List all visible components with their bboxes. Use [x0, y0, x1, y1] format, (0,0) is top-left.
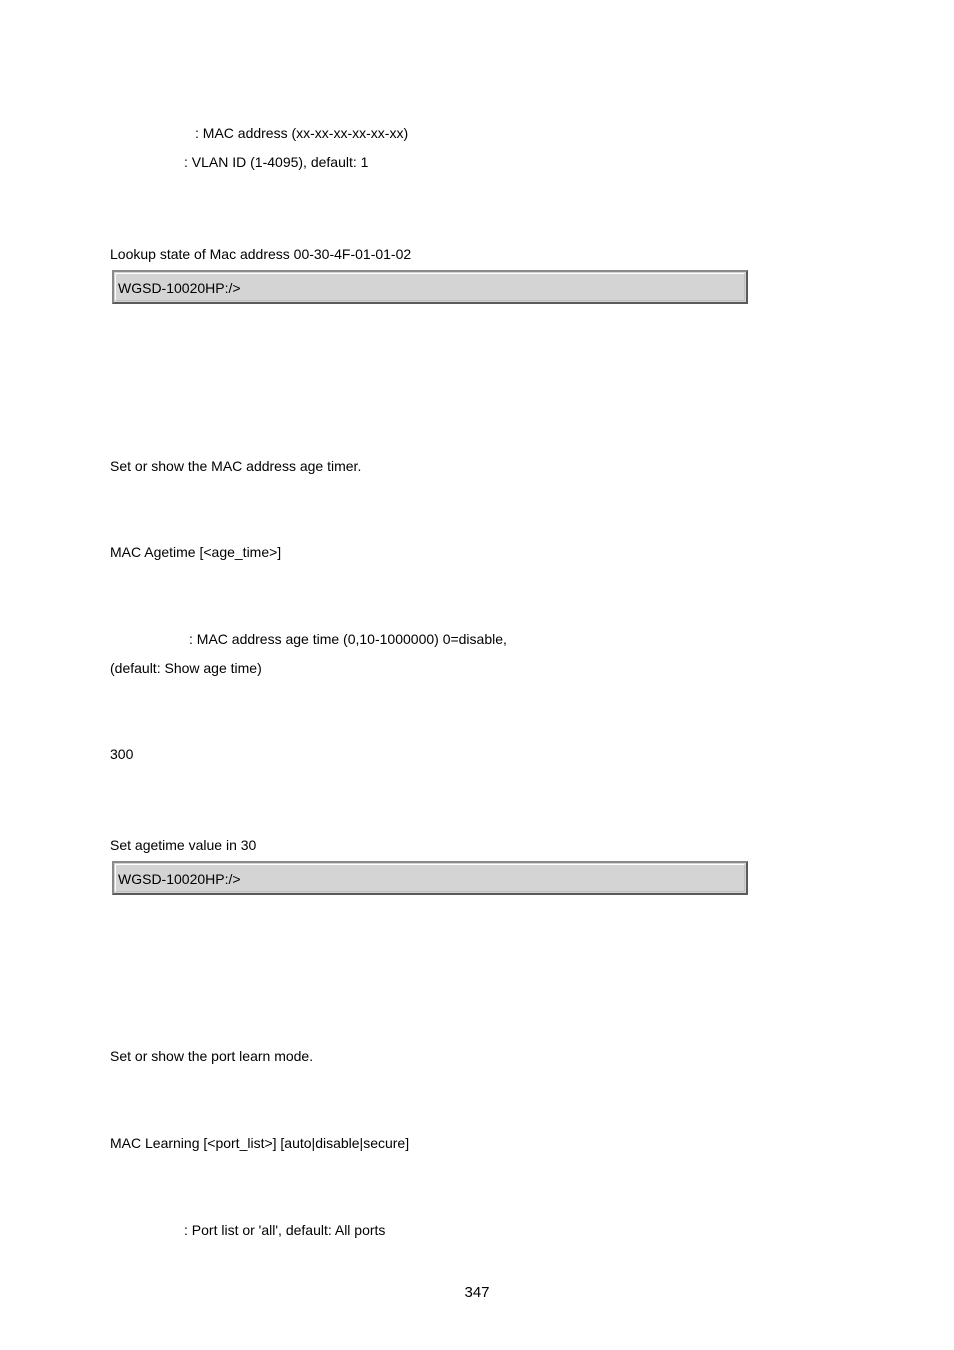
agetime-syntax: MAC Agetime [<age_time>]: [110, 544, 282, 560]
agetime-description: Set or show the MAC address age timer.: [110, 458, 362, 474]
cli-example-box-agetime: [112, 861, 748, 895]
agetime-default-value: 300: [110, 746, 134, 762]
param-age-time: : MAC address age time (0,10-1000000) 0=disable,: [189, 631, 507, 647]
cli-example-box-lookup: [112, 270, 748, 304]
param-port-list: : Port list or 'all', default: All ports: [184, 1222, 386, 1238]
learning-syntax: MAC Learning [<port_list>] [auto|disable|secure]: [110, 1135, 410, 1151]
example-lookup-title: Lookup state of Mac address 00-30-4F-01-01-02: [110, 246, 412, 262]
param-age-time-default: (default: Show age time): [110, 660, 262, 676]
cli-prompt: WGSD-10020HP:/>: [118, 871, 241, 887]
example-agetime-title: Set agetime value in 30: [110, 837, 257, 853]
param-mac-address: : MAC address (xx-xx-xx-xx-xx-xx): [195, 125, 409, 141]
param-vlan-id: : VLAN ID (1-4095), default: 1: [184, 154, 369, 170]
learning-description: Set or show the port learn mode.: [110, 1048, 314, 1064]
cli-prompt: WGSD-10020HP:/>: [118, 280, 241, 296]
page-number: 347: [464, 1284, 490, 1301]
